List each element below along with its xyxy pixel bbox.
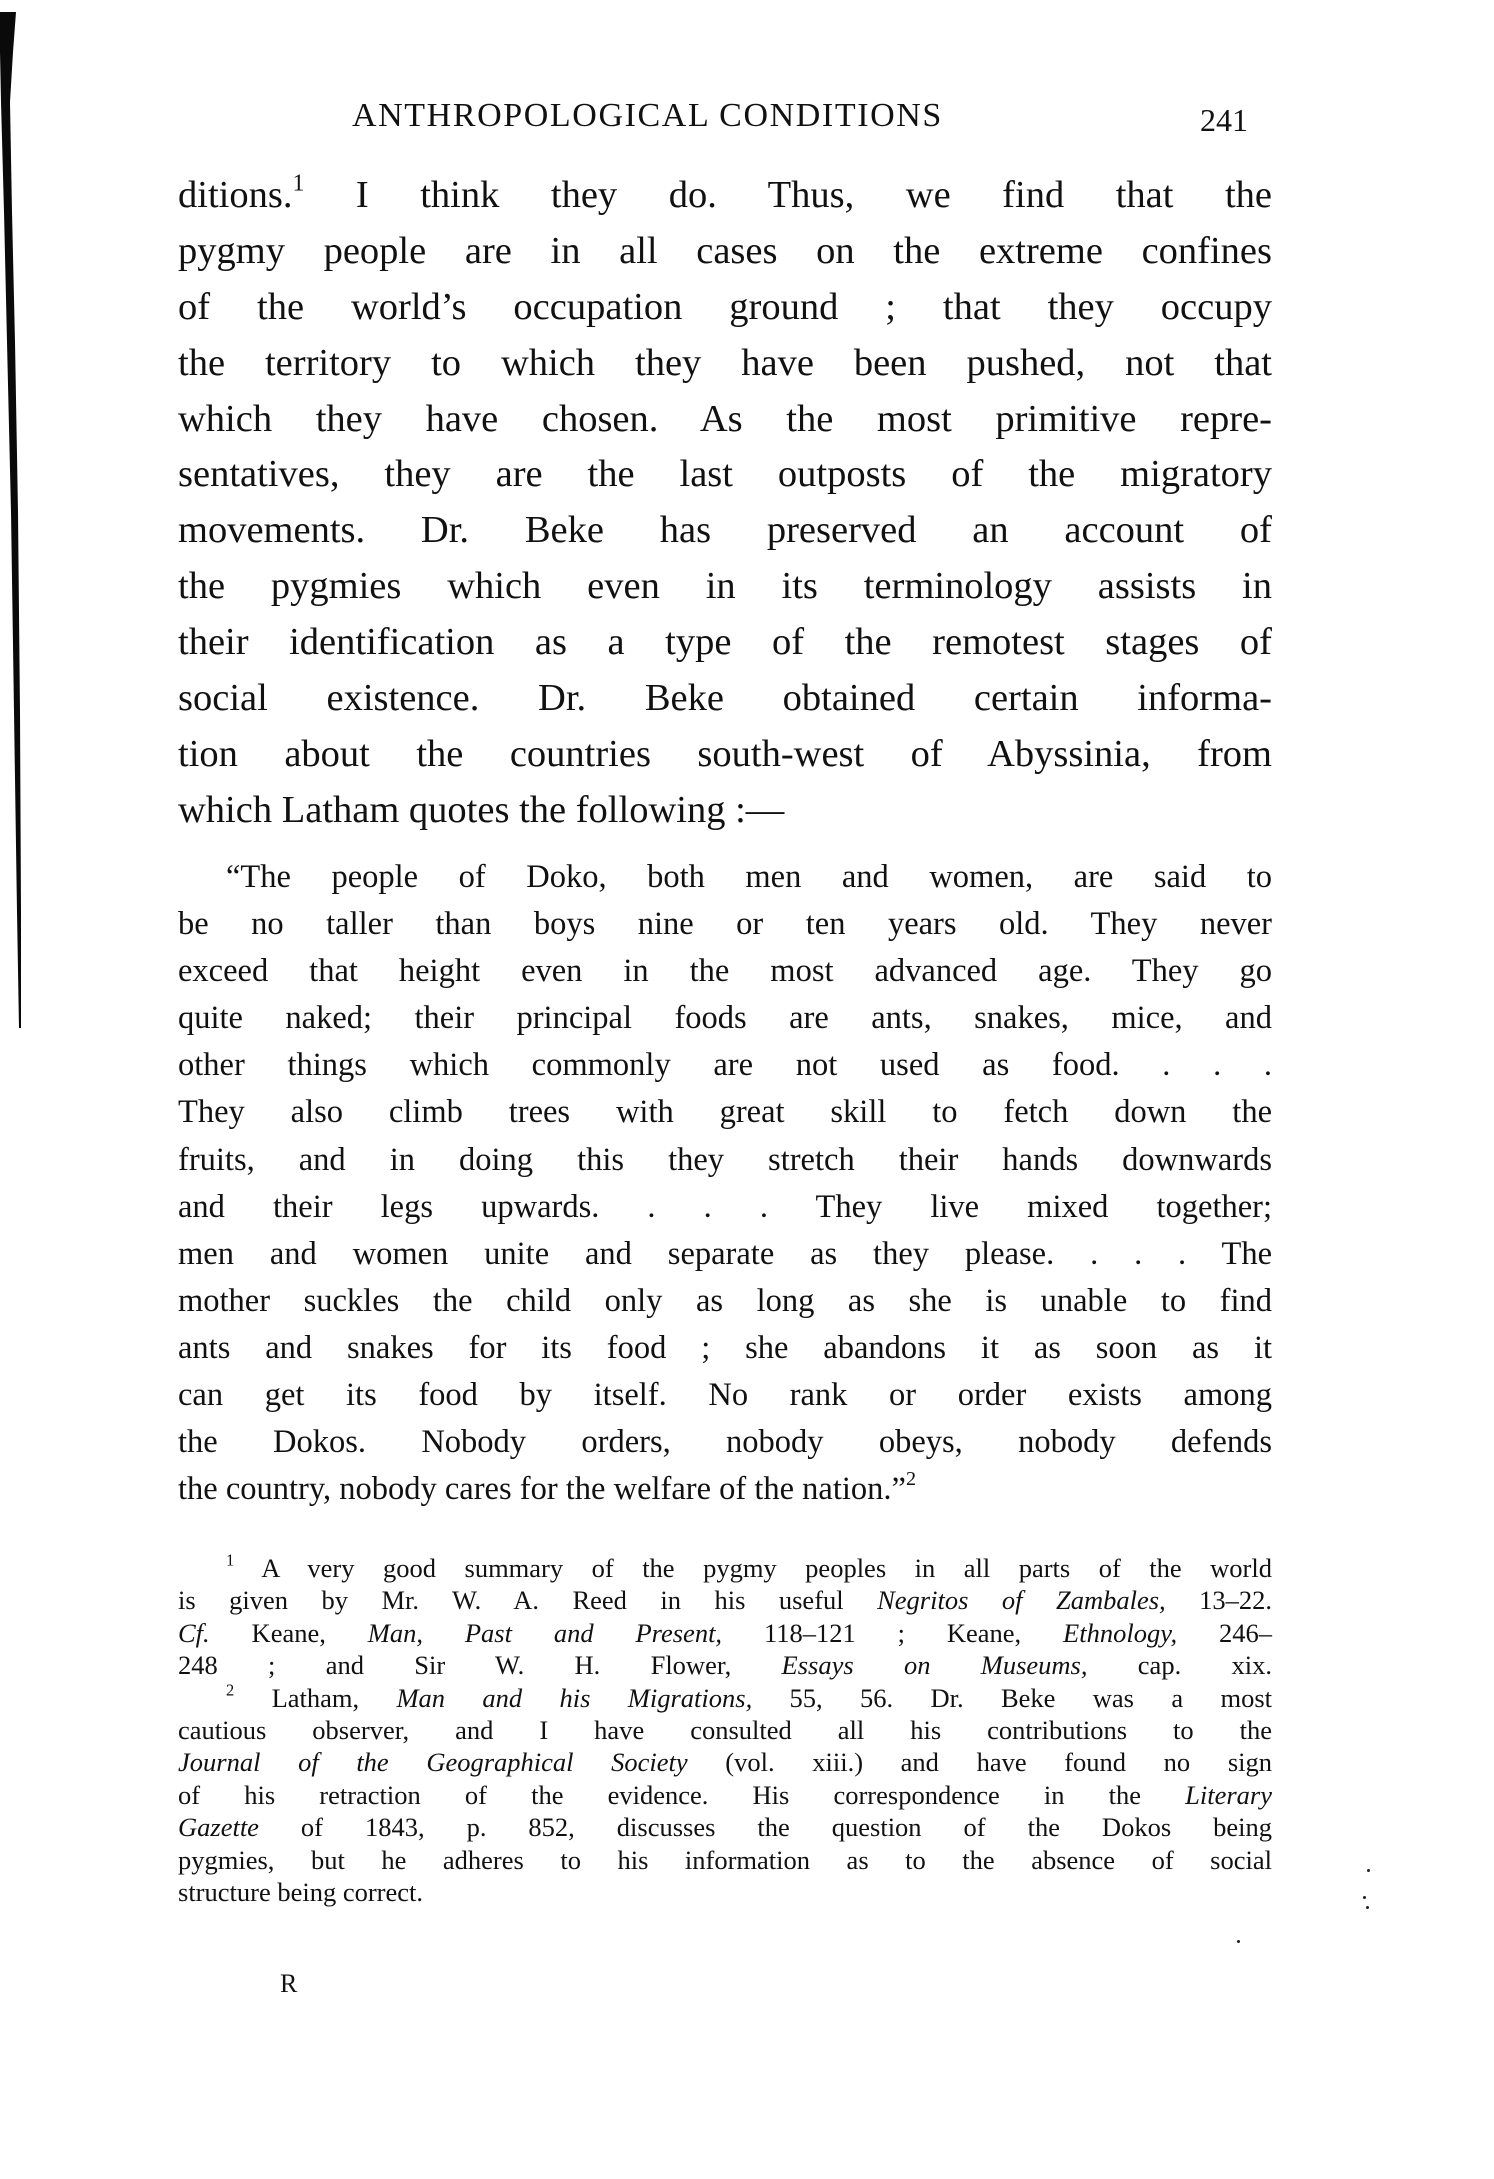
text-run: Keane, [209,1617,368,1648]
text-line [178,392,1272,448]
text-line [178,336,1272,392]
text-line [178,280,1272,336]
paper-speck [1363,1896,1366,1899]
text-run: Latham, [234,1682,397,1713]
text-line [178,224,1272,280]
text-run: which Latham quotes the following :— [178,788,785,831]
text-line [178,1844,1272,1876]
text-run: They also climb trees with great skill to fetch down the [178,1094,1272,1131]
text-line [178,1372,1272,1419]
text-run: pygmy people are in all cases on the extreme confines [178,229,1272,272]
text-run: cautious observer, and I have consulted all his contributions to the [178,1714,1272,1745]
footnote-marker: 2 [226,1680,235,1700]
text-line [178,671,1272,727]
text-run: 13–22. [1165,1585,1273,1616]
text-line [178,1714,1272,1746]
text-line [178,727,1272,783]
italic-title: Gazette [178,1812,259,1843]
text-line [178,1552,1272,1584]
text-run: pygmies, but he adheres to his information as to the absence of social [178,1844,1272,1875]
text-line [178,615,1272,671]
text-run: cap. xix. [1087,1650,1272,1681]
text-line [178,1089,1272,1136]
text-run: men and women unite and separate as they please. . . . The [178,1235,1272,1272]
text-run: of his retraction of the evidence. His correspondence in the [178,1779,1186,1810]
footnote-marker: 1 [226,1550,235,1570]
text-line [178,503,1272,559]
running-head [178,96,1270,140]
text-run: movements. Dr. Beke has preserved an account of [178,509,1272,552]
text-line [178,1278,1272,1325]
text-line [178,1419,1272,1466]
text-line [178,1042,1272,1089]
text-line [178,1231,1272,1278]
footnote-marker: 2 [905,1468,917,1491]
text-line [178,1682,1272,1714]
text-run: the country, nobody cares for the welfare of the nation.” [178,1471,906,1508]
text-run: the territory to which they have been pushed, not that [178,341,1272,384]
text-run: can get its food by itself. No rank or order exists among [178,1377,1272,1414]
text-run: ants and snakes for its food ; she abandons it as soon as it [178,1329,1272,1366]
text-run: 55, 56. Dr. Beke was a most [752,1682,1272,1713]
text-line [178,1649,1272,1681]
italic-title: Journal of the Geographical Society [178,1747,688,1778]
text-run: ditions. [178,174,293,216]
text-line [178,559,1272,615]
text-line [178,1584,1272,1616]
text-run: which they have chosen. As the most primitive repre- [178,397,1272,440]
text-run: (vol. xiii.) and have found no sign [687,1747,1272,1778]
text-line [178,1137,1272,1184]
italic-title: Literary [1185,1779,1272,1810]
text-run: be no taller than boys nine or ten years old. They never [178,906,1272,943]
text-run: A very good summary of the pygmy peoples in all parts of the world [234,1553,1272,1583]
text-run: “The people of Doko, both men and women, are said to [226,859,1272,895]
text-run: and their legs upwards. . . . They live mixed together; [178,1188,1272,1225]
text-line [178,1779,1272,1811]
text-line [178,1617,1272,1649]
text-run: I think they do. Thus, we find that the [304,174,1272,216]
text-run: the Dokos. Nobody orders, nobody obeys, nobody defends [178,1424,1272,1461]
text-run: 118–121 ; Keane, [722,1617,1064,1648]
text-line [178,447,1272,503]
text-line [178,854,1272,901]
text-run: quite naked; their principal foods are ants, snakes, mice, and [178,1000,1272,1037]
text-run: 248 ; and Sir W. H. Flower, [178,1650,782,1681]
text-run: exceed that height even in the most advanced age. They go [178,953,1272,990]
italic-title: Essays on Museums, [781,1650,1088,1681]
text-line [178,783,1272,839]
footnotes [178,1552,1272,1908]
text-run: 246– [1177,1617,1273,1648]
text-run: sentatives, they are the last outposts of the migratory [178,453,1272,496]
text-line [178,995,1272,1042]
text-line [178,1184,1272,1231]
text-line [178,901,1272,948]
text-run: is given by Mr. W. A. Reed in his useful [178,1585,878,1616]
paper-speck [1367,1869,1370,1872]
text-run: other things which commonly are not used as food. . . . [178,1047,1272,1084]
text-run: mother suckles the child only as long as she is unable to find [178,1282,1272,1319]
page-edge-shadow [0,12,22,1028]
paper-speck [1237,1940,1240,1943]
text-line [178,1811,1272,1843]
text-line [178,1466,1272,1513]
signature-mark: R [280,1969,298,1998]
text-line [178,168,1272,224]
block-quote [178,854,1272,1513]
text-run: their identification as a type of the remotest stages of [178,621,1272,664]
footnote-marker: 1 [292,170,305,197]
text-run: social existence. Dr. Beke obtained certain informa- [178,677,1272,720]
text-line [178,1746,1272,1778]
text-run: of the world’s occupation ground ; that they occupy [178,285,1272,328]
text-run: the pygmies which even in its terminology assists in [178,565,1272,608]
text-run: of 1843, p. 852, discusses the question of the Dokos being [258,1812,1272,1843]
italic-title: Negritos of Zambales, [877,1585,1166,1616]
text-line [178,948,1272,995]
running-title: ANTHROPOLOGICAL CONDITIONS [352,97,943,134]
paper-speck [1366,1906,1369,1909]
text-line [178,1325,1272,1372]
text-run: structure being correct. [178,1876,424,1907]
page-number: 241 [1200,102,1248,138]
text-line [178,1876,1272,1908]
body-paragraph [178,168,1272,839]
italic-title: Ethnology, [1063,1617,1178,1648]
italic-title: Man, Past and Present, [367,1617,723,1648]
italic-title: Man and his Migrations, [396,1682,753,1713]
italic-title: Cf. [178,1617,210,1648]
text-run: tion about the countries south-west of Abyssinia, from [178,732,1272,775]
text-run: fruits, and in doing this they stretch their hands downwards [178,1141,1272,1178]
